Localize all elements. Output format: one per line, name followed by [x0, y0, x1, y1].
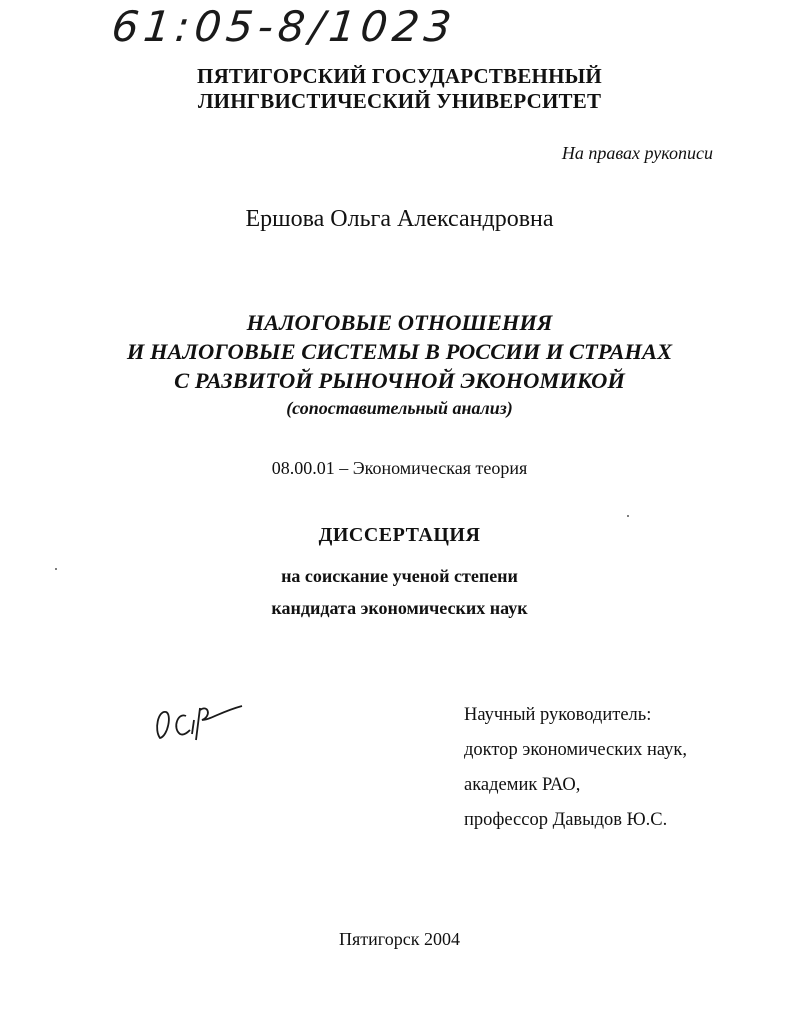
title-line-3: С РАЗВИТОЙ РЫНОЧНОЙ ЭКОНОМИКОЙ [174, 368, 625, 393]
specialty-code: 08.00.01 – Экономическая теория [271, 458, 528, 478]
degree-statement [0, 560, 799, 624]
degree-line-1: на соискание ученой степени [281, 566, 518, 586]
document-type: ДИССЕРТАЦИЯ [318, 524, 481, 546]
university-name [0, 64, 799, 114]
title-line-2: И НАЛОГОВЫЕ СИСТЕМЫ В РОССИИ И СТРАНАХ [126, 339, 673, 364]
supervisor-label: Научный руководитель: [464, 705, 652, 725]
degree-line-2: кандидата экономических наук [271, 598, 528, 618]
scan-speck [55, 568, 57, 570]
city-year: Пятигорск 2004 [339, 929, 460, 949]
dissertation-subtitle: (сопоставительный анализ) [286, 398, 513, 418]
scan-speck [627, 515, 629, 517]
author-name: Ершова Ольга Александровна [245, 206, 554, 232]
supervisor-block [464, 698, 687, 838]
university-line-2: ЛИНГВИСТИЧЕСКИЙ УНИВЕРСИТЕТ [197, 89, 602, 113]
title-line-1: НАЛОГОВЫЕ ОТНОШЕНИЯ [246, 310, 553, 335]
dissertation-title [0, 308, 799, 395]
manuscript-note: На правах рукописи [561, 143, 713, 163]
archive-code-handwritten: 61:05-8/1023 [109, 2, 459, 51]
supervisor-rank: академик РАО, [464, 775, 581, 795]
supervisor-name: профессор Давыдов Ю.С. [464, 810, 668, 830]
handwritten-signature [150, 690, 250, 750]
university-line-1: ПЯТИГОРСКИЙ ГОСУДАРСТВЕННЫЙ [197, 64, 602, 88]
supervisor-degree: доктор экономических наук, [464, 740, 688, 760]
